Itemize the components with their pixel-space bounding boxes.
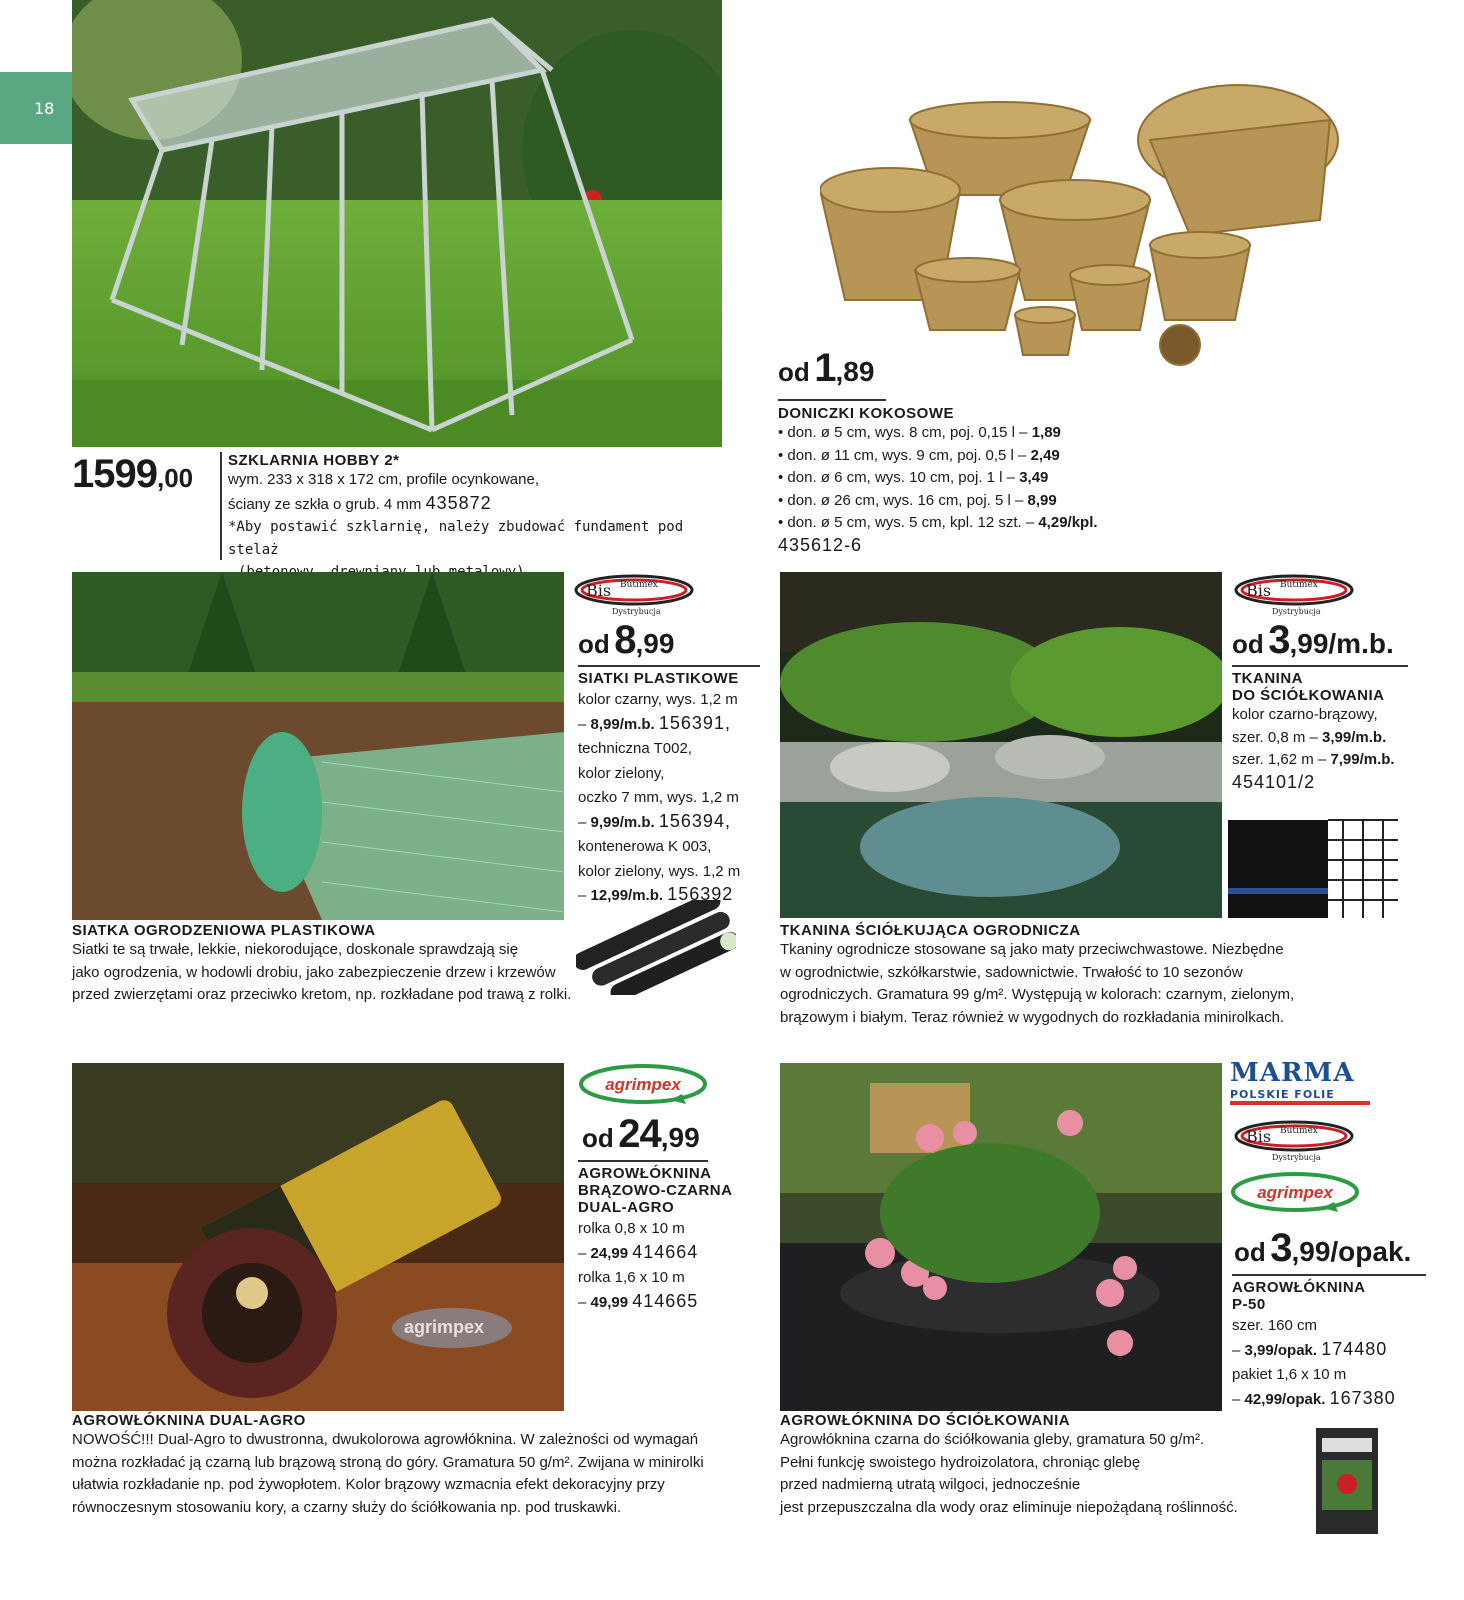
butimex-logo-b: Bis (586, 581, 612, 600)
coco-pots-item: • don. ø 5 cm, wys. 5 cm, kpl. 12 szt. – 4,29/kpl. (778, 512, 1258, 535)
p50-package-image (1314, 1426, 1380, 1536)
mulch-fabric-section-text: Tkaniny ogrodnicze stosowane są jako maty przeciwchwastowe. Niezbędne w ogrodnictwie, szkółkarstwie, sadownictwie. Trwałość to 10 sezonów ogrodniczych. Gramatura 99 g/m². Występują w kolorach: czarnym, zielonym, brązowym i białym. Teraz również w wygodnych do rozkładania minirolkach. (780, 941, 1295, 1026)
p50-illustration (780, 1063, 1222, 1411)
dual-agro-price-int: 24 (618, 1112, 661, 1156)
greenhouse-photo (72, 0, 722, 447)
nets-section-text: Siatki te są trwałe, lekkie, niekorodujące, doskonale sprawdzają się jako ogrodzenia, w hodowli drobiu, jako zabezpieczenie drzew i krzewów przed zwierzętami oraz przeciwko kretom, np. rozkładane pod trawą z rolki. (72, 941, 572, 1003)
coco-pots-item: • don. ø 11 cm, wys. 9 cm, poj. 0,5 l – 2,49 (778, 445, 1258, 468)
mulch-fabric-section (780, 922, 1340, 1029)
nets-line: kolor zielony, (578, 764, 665, 782)
dual-agro-illustration (72, 1063, 564, 1411)
mulch-fabric-line: kolor czarno-brązowy, (1232, 706, 1378, 723)
dual-agro-section (72, 1412, 712, 1519)
mulch-fabric-illustration (780, 572, 1222, 918)
butimex-logo-1 (572, 572, 696, 621)
mulch-fabric-photo (780, 572, 1222, 918)
p50-price (1234, 1226, 1411, 1271)
dual-agro-section-text: NOWOŚĆ!!! Dual-Agro to dwustronna, dwukolorowa agrowłóknina. W zależności od wymagań można rozkładać ją czarną lub brązową stroną do góry. Gramatura 50 g/m². Zwijana w minirolki ułatwia rozkładanie np. pod żywopłotem. Kolor brązowy wzmacnia efekt dekoracyjny przy równoczesnym stosowaniu kory, a czarny służy do ściółkowania np. pod truskawki. (72, 1431, 704, 1516)
p50-rule (1232, 1274, 1426, 1276)
nets-section-title: SIATKA OGRODZENIOWA PLASTIKOWA (72, 922, 376, 939)
greenhouse-line1: wym. 233 x 318 x 172 cm, profile ocynkowane, (228, 471, 539, 488)
dual-agro-price (582, 1112, 700, 1157)
dual-agro-line: – 24,99 414664 (578, 1241, 699, 1262)
greenhouse-line2: ściany ze szkła o grub. 4 mm (228, 495, 422, 513)
butimex-logo-b: Bis (1246, 1127, 1272, 1146)
p50-title: AGROWŁÓKNINA (1232, 1279, 1366, 1296)
mulch-fabric-code: 454101/2 (1232, 771, 1316, 792)
nets-section (72, 922, 592, 1007)
agrimpex-logo-text: agrimpex (1257, 1183, 1333, 1202)
p50-section-title: AGROWŁÓKNINA DO ŚCIÓŁKOWANIA (780, 1412, 1071, 1429)
nets-rule (578, 665, 760, 667)
nets-illustration (72, 572, 564, 920)
coco-pots-item: • don. ø 6 cm, wys. 10 cm, poj. 1 l – 3,49 (778, 467, 1258, 490)
butimex-logo-dystrybucja: Dystrybucja (1272, 1153, 1321, 1162)
p50-package-icon (1314, 1426, 1380, 1536)
dual-agro-title: DUAL-AGRO (578, 1199, 675, 1216)
nets-title: SIATKI PLASTIKOWE (578, 670, 739, 687)
dual-agro-title: AGROWŁÓKNINA (578, 1165, 712, 1182)
mulch-fabric-line: szer. 0,8 m – 3,99/m.b. (1232, 728, 1387, 746)
butimex-logo-text: Butimex (620, 580, 658, 590)
p50-price-int: 3 (1270, 1226, 1292, 1270)
coco-pots-title: DONICZKI KOKOSOWE (778, 405, 954, 422)
nets-od: od (578, 629, 610, 659)
dual-agro-roll-label: agrimpex (404, 1317, 485, 1337)
nets-line: kolor zielony, wys. 1,2 m (578, 862, 741, 880)
dual-agro-title: BRĄZOWO-CZARNA (578, 1182, 733, 1199)
dual-agro-details (578, 1165, 778, 1314)
dual-agro-line: rolka 1,6 x 10 m (578, 1269, 685, 1286)
p50-line: – 3,99/opak. 174480 (1232, 1338, 1388, 1359)
mulch-fabric-rule (1232, 665, 1408, 667)
butimex-logo-text: Butimex (1280, 580, 1318, 590)
nets-line: techniczna T002, (578, 740, 692, 757)
mulch-fabric-od: od (1232, 629, 1264, 659)
dual-agro-line: rolka 0,8 x 10 m (578, 1220, 685, 1237)
nets-price-dec: ,99 (635, 628, 675, 659)
dual-agro-price-dec: ,99 (660, 1122, 700, 1153)
nets-line: – 8,99/m.b. 156391, (578, 712, 731, 733)
dual-agro-rule (578, 1160, 708, 1162)
coco-pots-price (778, 346, 874, 391)
nets-line: – 12,99/m.b. 156392 (578, 884, 734, 904)
greenhouse-divider (220, 452, 222, 560)
nets-rolls-icon (576, 900, 736, 995)
mulch-fabric-price-int: 3 (1268, 618, 1290, 662)
greenhouse-line2-row (228, 492, 728, 517)
dual-agro-line: – 49,99 414665 (578, 1290, 699, 1311)
p50-line: – 42,99/opak. 167380 (1232, 1387, 1396, 1408)
butimex-logo-3 (1232, 1118, 1356, 1167)
mulch-fabric-roll-image (1228, 810, 1398, 918)
coco-pots-item: • don. ø 26 cm, wys. 16 cm, poj. 5 l – 8,99 (778, 490, 1258, 513)
coco-pots-price-int: 1 (814, 346, 836, 390)
butimex-logo-icon (1232, 1118, 1356, 1162)
coco-pots-illustration (820, 70, 1360, 370)
greenhouse-title: SZKLARNIA HOBBY 2* (228, 452, 400, 469)
greenhouse-illustration (72, 0, 722, 447)
butimex-logo-dystrybucja: Dystrybucja (612, 607, 661, 616)
greenhouse-note1: *Aby postawić szklarnię, należy zbudować fundament pod stelaż (228, 519, 684, 558)
nets-price-int: 8 (614, 618, 636, 662)
nets-line: – 9,99/m.b. 156394, (578, 810, 731, 831)
butimex-logo-icon (572, 572, 696, 616)
mulch-fabric-price-dec: ,99/m.b. (1289, 628, 1394, 659)
coco-pots-list (778, 422, 1258, 535)
butimex-logo-dystrybucja: Dystrybucja (1272, 607, 1321, 616)
greenhouse-price-int: 1599 (72, 452, 157, 496)
butimex-logo-b: Bis (1246, 581, 1272, 600)
greenhouse-price-dec: ,00 (156, 463, 194, 493)
dual-agro-od: od (582, 1123, 614, 1153)
coco-pots-code: 435612-6 (778, 534, 863, 555)
nets-line: kolor czarny, wys. 1,2 m (578, 691, 738, 708)
butimex-logo-icon (1232, 572, 1356, 616)
p50-line: pakiet 1,6 x 10 m (1232, 1366, 1347, 1383)
butimex-logo-2 (1232, 572, 1356, 621)
mulch-fabric-title2: DO ŚCIÓŁKOWANIA (1232, 687, 1385, 704)
mulch-fabric-details (1232, 670, 1452, 793)
p50-line: szer. 160 cm (1232, 1317, 1318, 1334)
nets-price (578, 618, 674, 663)
dual-agro-section-title: AGROWŁÓKNINA DUAL-AGRO (72, 1412, 306, 1429)
greenhouse-code: 435872 (425, 492, 492, 513)
marma-logo-text: MARMA (1230, 1058, 1355, 1088)
mulch-fabric-section-title: TKANINA ŚCIÓŁKUJĄCA OGRODNICZA (780, 922, 1081, 939)
p50-price-dec: ,99/opak. (1291, 1236, 1412, 1267)
mulch-fabric-roll-icon (1228, 810, 1398, 918)
agrimpex-logo-icon (1230, 1172, 1360, 1212)
p50-section (780, 1412, 1280, 1519)
butimex-logo-text: Butimex (1280, 1126, 1318, 1136)
p50-photo (780, 1063, 1222, 1411)
page-number-tab (0, 72, 72, 144)
agrimpex-logo-2 (1230, 1172, 1360, 1217)
mulch-fabric-price (1232, 618, 1394, 663)
coco-pots-details (778, 405, 1258, 556)
page-number: 18 (34, 98, 55, 118)
agrimpex-logo-icon (578, 1064, 708, 1104)
nets-line: kontenerowa K 003, (578, 838, 712, 855)
greenhouse-price (72, 452, 193, 497)
p50-section-text: Agrowłóknina czarna do ściółkowania gleby, gramatura 50 g/m². Pełni funkcję swoistego hydroizolatora, chroniąc glebę przed nadmierną utratą wilgoci, jednocześnie jest przepuszczalna dla wody oraz eliminuje niepożądaną roślinność. (780, 1431, 1238, 1516)
coco-pots-price-dec: ,89 (835, 356, 875, 387)
greenhouse-details (228, 452, 728, 584)
p50-details (1232, 1279, 1452, 1411)
nets-details (578, 670, 778, 908)
nets-rolls-image (576, 900, 736, 995)
marma-logo (1230, 1058, 1370, 1105)
nets-line: oczko 7 mm, wys. 1,2 m (578, 789, 739, 806)
mulch-fabric-line: szer. 1,62 m – 7,99/m.b. (1232, 751, 1395, 768)
p50-title: P-50 (1232, 1296, 1266, 1313)
agrimpex-logo-1 (578, 1064, 708, 1109)
p50-od: od (1234, 1237, 1266, 1267)
nets-photo (72, 572, 564, 920)
agrimpex-logo-text: agrimpex (605, 1075, 681, 1094)
coco-pots-photo (820, 70, 1360, 370)
coco-pots-rule (778, 399, 886, 401)
marma-logo-sub: POLSKIE FOLIE (1230, 1088, 1370, 1105)
coco-pots-item: • don. ø 5 cm, wys. 8 cm, poj. 0,15 l – 1,89 (778, 422, 1258, 445)
coco-pots-od: od (778, 357, 810, 387)
mulch-fabric-title1: TKANINA (1232, 670, 1303, 687)
dual-agro-photo (72, 1063, 564, 1411)
